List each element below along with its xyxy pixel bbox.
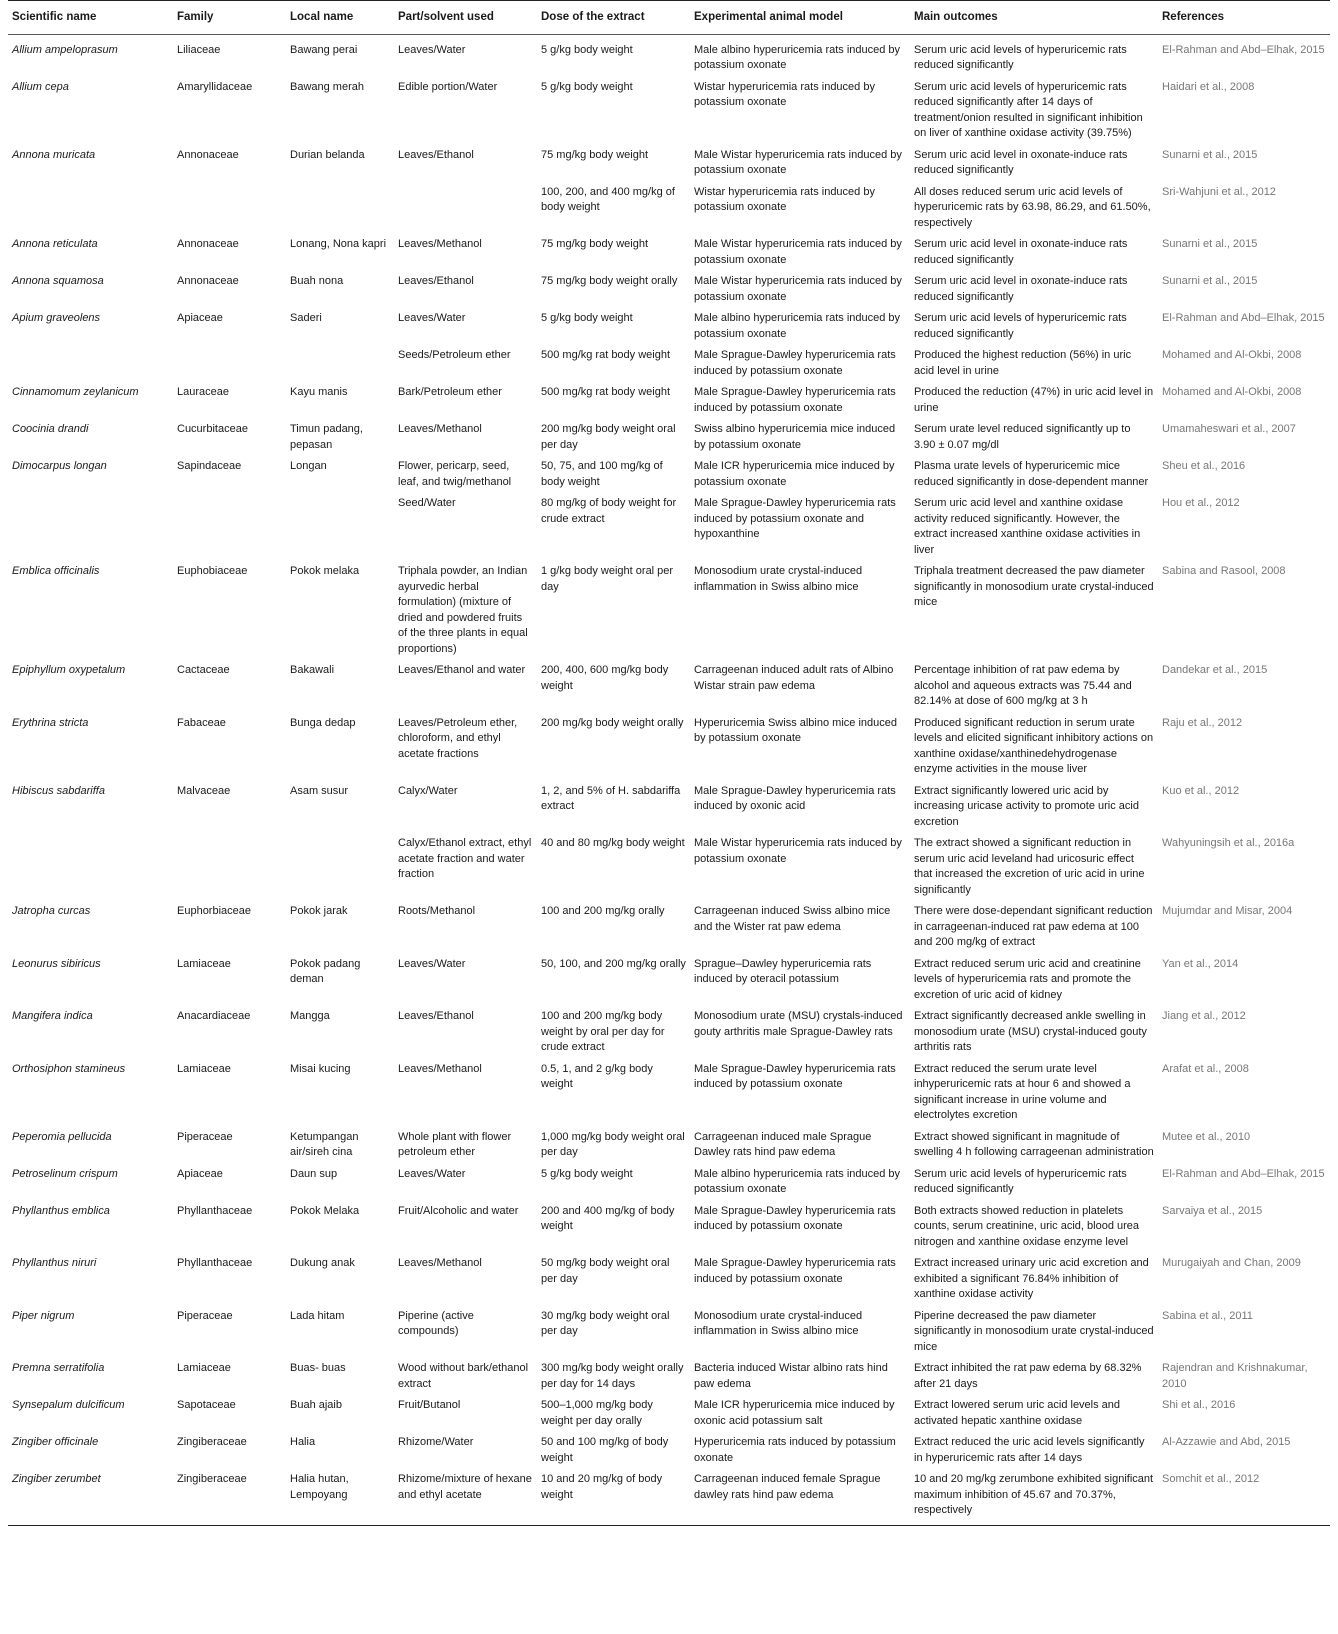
outcome-cell: Produced the highest reduction (56%) in uric acid level in urine [914, 349, 1132, 377]
outcome-cell: There were dose-dependant significant reduction in carrageenan-induced rat paw edema at 100 and 200 mg/kg of extract [914, 905, 1153, 948]
scientific-name-cell: Hibiscus sabdariffa [12, 784, 105, 797]
table-row [8, 1432, 1330, 1469]
animal-model-cell: Male albino hyperuricemia rats induced by potassium oxonate [694, 1167, 901, 1195]
reference-cell: Umamaheswari et al., 2007 [1162, 423, 1296, 435]
dose-cell: 0.5, 1, and 2 g/kg body weight [541, 1062, 653, 1090]
outcome-cell: Extract significantly lowered uric acid by increasing uricase activity to promote uric acid excretion [914, 784, 1139, 828]
part-solvent-cell: Fruit/Butanol [398, 1399, 461, 1411]
table-row [8, 1127, 1330, 1164]
outcome-cell: Serum uric acid level in oxonate-induce rats reduced significantly [914, 238, 1128, 266]
table-row [8, 345, 1330, 382]
family-cell: Lamiaceae [177, 1062, 231, 1075]
table-row [8, 271, 1330, 308]
reference-cell: El-Rahman and Abd–Elhak, 2015 [1162, 43, 1325, 56]
local-name-cell: Pokok Melaka [290, 1204, 360, 1217]
reference-cell: Mutee et al., 2010 [1162, 1130, 1251, 1143]
family-cell: Phyllanthaceae [177, 1257, 253, 1269]
header-animal-model: Experimental animal model [690, 1, 910, 35]
family-cell [173, 493, 286, 561]
table-row [8, 833, 1330, 901]
outcome-cell: Serum urate level reduced significantly up to 3.90 ± 0.07 mg/dl [914, 423, 1131, 451]
local-name-cell: Daun sup [290, 1167, 338, 1180]
part-solvent-cell: Bark/Petroleum ether [398, 386, 502, 398]
scientific-name-cell: Premna serratifolia [12, 1362, 105, 1374]
table-row [8, 234, 1330, 271]
reference-cell: Murugaiyah and Chan, 2009 [1162, 1257, 1301, 1269]
table-row [8, 1006, 1330, 1059]
outcome-cell: Produced significant reduction in serum urate levels and elicited significant inhibitory actions on xanthine oxidase/xanthinedehydrogenase enzyme activities in the mouse liver [914, 716, 1154, 775]
scientific-name-cell: Leonurus sibiricus [12, 957, 101, 970]
reference-cell: El-Rahman and Abd–Elhak, 2015 [1162, 312, 1325, 324]
animal-model-cell: Monosodium urate crystal-induced inflammation in Swiss albino mice [694, 1309, 863, 1337]
part-solvent-cell: Leaves/Ethanol [398, 148, 474, 161]
table-row [8, 308, 1330, 345]
reference-cell: Sabina and Rasool, 2008 [1162, 565, 1286, 577]
scientific-name-cell: Emblica officinalis [12, 565, 100, 577]
reference-cell: Sarvaiya et al., 2015 [1162, 1204, 1263, 1217]
table-row [8, 1059, 1330, 1127]
part-solvent-cell: Whole plant with flower petroleum ether [398, 1130, 512, 1158]
dose-cell: 1 g/kg body weight oral per day [541, 565, 674, 593]
dose-cell: 5 g/kg body weight [541, 43, 633, 56]
part-solvent-cell: Leaves/Methanol [398, 238, 482, 250]
outcome-cell: Extract increased urinary uric acid excretion and exhibited a significant 76.84% inhibition of xanthine oxidase activity [914, 1257, 1149, 1300]
family-cell [173, 833, 286, 901]
outcome-cell: Piperine decreased the paw diameter significantly in monosodium urate crystal-induced mice [914, 1309, 1154, 1353]
outcome-cell: Percentage inhibition of rat paw edema by alcohol and aqueous extracts was 75.44 and 82.14% at dose of 600 mg/kg at 3 h [914, 664, 1132, 707]
animal-model-cell: Male albino hyperuricemia rats induced by potassium oxonate [694, 43, 901, 71]
header-row [8, 1, 1330, 35]
animal-model-cell: Wistar hyperuricemia rats induced by potassium oxonate [694, 185, 875, 213]
family-cell: Apiaceae [177, 312, 223, 324]
local-name-cell: Halia [290, 1436, 316, 1448]
scientific-name-cell: Cinnamomum zeylanicum [12, 386, 139, 398]
header-references: References [1158, 1, 1330, 35]
table-row [8, 781, 1330, 834]
animal-model-cell: Male Sprague-Dawley hyperuricemia rats induced by potassium oxonate [694, 1257, 896, 1285]
dose-cell: 50, 75, and 100 mg/kg of body weight [541, 460, 663, 488]
scientific-name-cell: Synsepalum dulcificum [12, 1399, 125, 1411]
local-name-cell [286, 182, 394, 235]
local-name-cell: Saderi [290, 312, 322, 324]
scientific-name-cell: Mangifera indica [12, 1010, 93, 1022]
reference-cell: Mohamed and Al-Okbi, 2008 [1162, 349, 1302, 361]
header-local-name: Local name [286, 1, 394, 35]
animal-model-cell: Male albino hyperuricemia rats induced by potassium oxonate [694, 312, 901, 340]
dose-cell: 50, 100, and 200 mg/kg orally [541, 957, 686, 970]
table-row [8, 493, 1330, 561]
table-row [8, 660, 1330, 713]
scientific-name-cell: Petroselinum crispum [12, 1167, 118, 1180]
local-name-cell: Mangga [290, 1010, 330, 1022]
table-row [8, 713, 1330, 781]
part-solvent-cell: Wood without bark/ethanol extract [398, 1362, 529, 1390]
header-part-solvent: Part/solvent used [394, 1, 537, 35]
dose-cell: 1, 2, and 5% of H. sabdariffa extract [541, 784, 681, 812]
dose-cell: 75 mg/kg body weight orally [541, 275, 678, 287]
part-solvent-cell: Calyx/Water [398, 784, 458, 797]
table-row [8, 901, 1330, 954]
outcome-cell: Extract inhibited the rat paw edema by 68.32% after 21 days [914, 1362, 1142, 1390]
scientific-name-cell [8, 182, 173, 235]
header-main-outcomes: Main outcomes [910, 1, 1158, 35]
table-row [8, 419, 1330, 456]
reference-cell: Hou et al., 2012 [1162, 497, 1240, 509]
reference-cell: Wahyuningsih et al., 2016a [1162, 837, 1295, 849]
local-name-cell: Buah nona [290, 275, 344, 287]
scientific-name-cell: Epiphyllum oxypetalum [12, 664, 126, 676]
animal-model-cell: Male Sprague-Dawley hyperuricemia rats induced by potassium oxonate [694, 349, 896, 377]
outcome-cell: Serum uric acid levels of hyperuricemic rats reduced significantly [914, 312, 1127, 340]
reference-cell: Sunarni et al., 2015 [1162, 148, 1258, 161]
scientific-name-cell [8, 345, 173, 382]
scientific-name-cell: Phyllanthus emblica [12, 1204, 110, 1217]
scientific-name-cell: Phyllanthus niruri [12, 1257, 97, 1269]
dose-cell: 100 and 200 mg/kg body weight by oral per day for crude extract [541, 1010, 665, 1053]
dose-cell: 300 mg/kg body weight orally per day for 14 days [541, 1362, 684, 1390]
dose-cell: 5 g/kg body weight [541, 312, 633, 324]
table-row [8, 182, 1330, 235]
outcome-cell: Extract reduced the uric acid levels significantly in hyperuricemic rats after 14 days [914, 1436, 1145, 1464]
scientific-name-cell [8, 833, 173, 901]
local-name-cell [286, 345, 394, 382]
part-solvent-cell: Leaves/Water [398, 43, 466, 56]
dose-cell: 1,000 mg/kg body weight oral per day [541, 1130, 685, 1158]
family-cell: Annonaceae [177, 148, 239, 161]
dose-cell: 40 and 80 mg/kg body weight [541, 837, 685, 849]
table-row [8, 1358, 1330, 1395]
local-name-cell [286, 493, 394, 561]
outcome-cell: Extract reduced serum uric acid and creatinine levels of hyperuricemia rats and promote the excretion of uric acid of kidney [914, 957, 1141, 1001]
family-cell: Amaryllidaceae [177, 80, 253, 93]
reference-cell: Sri-Wahjuni et al., 2012 [1162, 185, 1276, 198]
dose-cell: 200 and 400 mg/kg of body weight [541, 1204, 675, 1232]
part-solvent-cell: Leaves/Water [398, 1167, 466, 1180]
local-name-cell: Halia hutan, Lempoyang [286, 1469, 394, 1525]
local-name-cell: Bunga dedap [290, 716, 356, 729]
reference-cell: Sunarni et al., 2015 [1162, 275, 1258, 287]
outcome-cell: The extract showed a significant reduction in serum uric acid leveland had uricosuric effect that increased the excretion of uric acid in urine significantly [914, 837, 1145, 896]
outcome-cell: Serum uric acid level and xanthine oxidase activity reduced significantly. However, the extract increased xanthine oxidase activities in liver [914, 497, 1141, 556]
table-row [8, 77, 1330, 145]
family-cell: Lauraceae [177, 386, 229, 398]
table-row [8, 1201, 1330, 1254]
animal-model-cell: Carrageenan induced male Sprague Dawley rats hind paw edema [694, 1130, 872, 1158]
reference-cell: Rajendran and Krishnakumar, 2010 [1162, 1362, 1308, 1390]
reference-cell: Sabina et al., 2011 [1162, 1309, 1253, 1322]
dose-cell: 10 and 20 mg/kg of body weight [537, 1469, 690, 1525]
family-cell: Annonaceae [177, 275, 239, 287]
dose-cell: 75 mg/kg body weight [541, 148, 649, 161]
table-row [8, 382, 1330, 419]
animal-model-cell: Male Wistar hyperuricemia rats induced by potassium oxonate [694, 275, 902, 303]
scientific-name-cell: Zingiber officinale [12, 1436, 99, 1448]
outcome-cell: Triphala treatment decreased the paw diameter significantly in monosodium urate crystal-induced mice [914, 565, 1154, 608]
family-cell: Sapindaceae [177, 460, 242, 472]
dose-cell: 500–1,000 mg/kg body weight per day orally [541, 1399, 653, 1427]
outcome-cell: Extract lowered serum uric acid levels and activated hepatic xanthine oxidase [914, 1399, 1121, 1427]
local-name-cell: Lada hitam [290, 1309, 345, 1322]
part-solvent-cell: Leaves/Methanol [398, 1257, 482, 1269]
outcome-cell: Both extracts showed reduction in platelets counts, serum creatinine, uric acid, blood urea nitrogen and xanthine oxidase enzyme level [914, 1204, 1140, 1248]
reference-cell: Somchit et al., 2012 [1158, 1469, 1330, 1525]
animal-model-cell: Carrageenan induced adult rats of Albino Wistar strain paw edema [694, 664, 894, 692]
family-cell: Piperaceae [177, 1309, 233, 1322]
animal-model-cell: Male Wistar hyperuricemia rats induced by potassium oxonate [694, 148, 902, 176]
part-solvent-cell: Leaves/Ethanol [398, 275, 474, 287]
local-name-cell: Buas- buas [290, 1362, 346, 1374]
dose-cell: 500 mg/kg rat body weight [541, 349, 671, 361]
family-cell: Zingiberaceae [177, 1436, 247, 1448]
family-cell: Sapotaceae [177, 1399, 236, 1411]
animal-model-cell: Carrageenan induced Swiss albino mice and the Wister rat paw edema [694, 905, 891, 933]
outcome-cell: Serum uric acid levels of hyperuricemic rats reduced significantly [914, 1167, 1127, 1195]
local-name-cell: Bakawali [290, 664, 335, 676]
animal-model-cell: Male Sprague-Dawley hyperuricemia rats induced by potassium oxonate and hypoxanthine [694, 497, 896, 540]
animal-model-cell: Swiss albino hyperuricemia mice induced by potassium oxonate [694, 423, 896, 451]
family-cell: Cactaceae [177, 664, 230, 676]
scientific-name-cell: Peperomia pellucida [12, 1130, 112, 1143]
family-cell: Fabaceae [177, 716, 226, 729]
reference-cell: Al-Azzawie and Abd, 2015 [1162, 1436, 1291, 1448]
local-name-cell: Longan [290, 460, 327, 472]
local-name-cell: Bawang perai [290, 43, 358, 56]
reference-cell: Haidari et al., 2008 [1162, 80, 1255, 93]
table-body [8, 34, 1330, 1525]
dose-cell: 50 and 100 mg/kg of body weight [541, 1436, 669, 1464]
animal-model-cell: Bacteria induced Wistar albino rats hind paw edema [694, 1362, 888, 1390]
outcome-cell: Extract significantly decreased ankle swelling in monosodium urate (MSU) crystal-induced gouty arthritis rats [914, 1010, 1147, 1053]
local-name-cell: Ketumpangan air/sireh cina [290, 1130, 359, 1158]
family-cell [173, 182, 286, 235]
dose-cell: 30 mg/kg body weight oral per day [541, 1309, 670, 1337]
scientific-name-cell: Annona squamosa [12, 275, 104, 287]
dose-cell: 5 g/kg body weight [541, 80, 633, 93]
animal-model-cell: Male Sprague-Dawley hyperuricemia rats induced by potassium oxonate [694, 1062, 896, 1090]
part-solvent-cell: Rhizome/Water [398, 1436, 474, 1448]
outcome-cell: All doses reduced serum uric acid levels of hyperuricemic rats by 63.98, 86.29, and 61.50%, respectively [914, 185, 1151, 229]
family-cell: Liliaceae [177, 43, 221, 56]
part-solvent-cell: Rhizome/mixture of hexane and ethyl acetate [394, 1469, 537, 1525]
table-row [8, 34, 1330, 77]
animal-model-cell: Hyperuricemia Swiss albino mice induced by potassium oxonate [694, 716, 897, 744]
scientific-name-cell: Annona muricata [12, 148, 96, 161]
dose-cell: 100 and 200 mg/kg orally [541, 905, 665, 917]
local-name-cell: Kayu manis [290, 386, 348, 398]
header-scientific-name: Scientific name [8, 1, 173, 35]
animal-model-cell: Male Wistar hyperuricemia rats induced by potassium oxonate [694, 837, 902, 865]
family-cell [173, 345, 286, 382]
family-cell: Annonaceae [177, 238, 239, 250]
scientific-name-cell: Piper nigrum [12, 1309, 75, 1322]
outcome-cell: Serum uric acid level in oxonate-induce rats reduced significantly [914, 275, 1128, 303]
animal-model-cell: Male Sprague-Dawley hyperuricemia rats induced by oxonic acid [694, 784, 896, 812]
table-row [8, 1164, 1330, 1201]
animal-model-cell: Hyperuricemia rats induced by potassium oxonate [694, 1436, 896, 1464]
outcome-cell: Plasma urate levels of hyperuricemic mice reduced significantly in dose-dependent manner [914, 460, 1149, 488]
animal-model-cell: Monosodium urate (MSU) crystals-induced gouty arthritis male Sprague-Dawley rats [694, 1010, 903, 1038]
table-row [8, 1395, 1330, 1432]
scientific-name-cell: Zingiber zerumbet [8, 1469, 173, 1525]
scientific-name-cell [8, 493, 173, 561]
dose-cell: 75 mg/kg body weight [541, 238, 649, 250]
scientific-name-cell: Annona reticulata [12, 238, 98, 250]
local-name-cell: Lonang, Nona kapri [290, 238, 387, 250]
family-cell: Apiaceae [177, 1167, 223, 1180]
part-solvent-cell: Leaves/Water [398, 312, 466, 324]
local-name-cell: Timun padang, pepasan [290, 423, 363, 451]
table-row [8, 145, 1330, 182]
dose-cell: 100, 200, and 400 mg/kg of body weight [541, 185, 675, 213]
table-row [8, 954, 1330, 1007]
scientific-name-cell: Dimocarpus longan [12, 460, 107, 472]
reference-cell: Arafat et al., 2008 [1162, 1062, 1249, 1075]
local-name-cell: Buah ajaib [290, 1399, 342, 1411]
animal-model-cell: Male ICR hyperuricemia mice induced by potassium oxonate [694, 460, 895, 488]
reference-cell: Dandekar et al., 2015 [1162, 664, 1268, 676]
part-solvent-cell: Seed/Water [398, 497, 456, 509]
scientific-name-cell: Allium cepa [12, 80, 69, 93]
outcome-cell: Serum uric acid levels of hyperuricemic rats reduced significantly after 14 days of treatment/onion resulted in significant inhibition on liver of xanthine oxidase activity (39.75%) [914, 80, 1143, 139]
outcome-cell: Produced the reduction (47%) in uric acid level in urine [914, 386, 1154, 414]
scientific-name-cell: Jatropha curcas [12, 905, 91, 917]
scientific-name-cell: Coocinia drandi [12, 423, 89, 435]
outcome-cell: Extract showed significant in magnitude of swelling 4 h following carrageenan administration [914, 1130, 1154, 1158]
part-solvent-cell: Calyx/Ethanol extract, ethyl acetate fraction and water fraction [398, 837, 532, 880]
part-solvent-cell: Leaves/Water [398, 957, 466, 970]
part-solvent-cell: Fruit/Alcoholic and water [398, 1204, 519, 1217]
part-solvent-cell: Leaves/Ethanol and water [398, 664, 526, 676]
part-solvent-cell: Leaves/Methanol [398, 1062, 482, 1075]
dose-cell: 200, 400, 600 mg/kg body weight [541, 664, 669, 692]
reference-cell: Yan et al., 2014 [1162, 957, 1239, 970]
plant-extract-table [8, 0, 1330, 1526]
scientific-name-cell: Allium ampeloprasum [12, 43, 118, 56]
part-solvent-cell: Seeds/Petroleum ether [398, 349, 511, 361]
part-solvent-cell: Flower, pericarp, seed, leaf, and twig/methanol [398, 460, 512, 488]
part-solvent-cell: Piperine (active compounds) [398, 1309, 474, 1337]
dose-cell: 80 mg/kg of body weight for crude extract [541, 497, 677, 525]
table-row [8, 1469, 1330, 1525]
family-cell: Piperaceae [177, 1130, 233, 1143]
dose-cell: 50 mg/kg body weight oral per day [541, 1257, 670, 1285]
dose-cell: 200 mg/kg body weight oral per day [541, 423, 676, 451]
dose-cell: 5 g/kg body weight [541, 1167, 633, 1180]
part-solvent-cell: Leaves/Methanol [398, 423, 482, 435]
local-name-cell: Asam susur [290, 784, 349, 797]
animal-model-cell: Male ICR hyperuricemia mice induced by oxonic acid potassium salt [694, 1399, 895, 1427]
local-name-cell: Pokok jarak [290, 905, 348, 917]
local-name-cell: Misai kucing [290, 1062, 351, 1075]
local-name-cell: Dukung anak [290, 1257, 355, 1269]
family-cell: Euphorbiaceae [177, 905, 252, 917]
animal-model-cell: Male Sprague-Dawley hyperuricemia rats induced by potassium oxonate [694, 386, 896, 414]
table-header [8, 1, 1330, 35]
header-dose: Dose of the extract [537, 1, 690, 35]
local-name-cell: Pokok padang deman [290, 957, 361, 985]
table-row [8, 456, 1330, 493]
part-solvent-cell: Edible portion/Water [398, 80, 498, 93]
reference-cell: Jiang et al., 2012 [1162, 1010, 1246, 1022]
family-cell: Anacardiaceae [177, 1010, 251, 1022]
animal-model-cell: Male Wistar hyperuricemia rats induced by potassium oxonate [694, 238, 902, 266]
scientific-name-cell: Erythrina stricta [12, 716, 89, 729]
dose-cell: 200 mg/kg body weight orally [541, 716, 684, 729]
dose-cell: 500 mg/kg rat body weight [541, 386, 671, 398]
part-solvent-cell [394, 182, 537, 235]
animal-model-cell: Wistar hyperuricemia rats induced by potassium oxonate [694, 80, 875, 108]
family-cell: Zingiberaceae [173, 1469, 286, 1525]
table-row [8, 561, 1330, 660]
family-cell: Malvaceae [177, 784, 231, 797]
animal-model-cell: Carrageenan induced female Sprague dawley rats hind paw edema [690, 1469, 910, 1525]
family-cell: Lamiaceae [177, 1362, 231, 1374]
family-cell: Euphobiaceae [177, 565, 248, 577]
part-solvent-cell: Roots/Methanol [398, 905, 476, 917]
local-name-cell [286, 833, 394, 901]
scientific-name-cell: Orthosiphon stamineus [12, 1062, 126, 1075]
outcome-cell: 10 and 20 mg/kg zerumbone exhibited significant maximum inhibition of 45.67 and 70.37%, respectively [910, 1469, 1158, 1525]
reference-cell: El-Rahman and Abd–Elhak, 2015 [1162, 1167, 1325, 1180]
reference-cell: Kuo et al., 2012 [1162, 784, 1240, 797]
reference-cell: Sheu et al., 2016 [1162, 460, 1246, 472]
table-row [8, 1306, 1330, 1359]
reference-cell: Shi et al., 2016 [1162, 1399, 1236, 1411]
part-solvent-cell: Triphala powder, an Indian ayurvedic herbal formulation) (mixture of dried and powdered fruits of the three plants in equal proportions) [398, 565, 528, 655]
header-family: Family [173, 1, 286, 35]
reference-cell: Raju et al., 2012 [1162, 716, 1243, 729]
outcome-cell: Extract reduced the serum urate level inhyperuricemic rats at hour 6 and showed a significant increase in urine volume and electrolytes excretion [914, 1062, 1131, 1121]
animal-model-cell: Male Sprague-Dawley hyperuricemia rats induced by potassium oxonate [694, 1204, 896, 1232]
local-name-cell: Pokok melaka [290, 565, 360, 577]
part-solvent-cell: Leaves/Ethanol [398, 1010, 474, 1022]
reference-cell: Sunarni et al., 2015 [1162, 238, 1258, 250]
animal-model-cell: Sprague–Dawley hyperuricemia rats induced by oteracil potassium [694, 957, 872, 985]
outcome-cell: Serum uric acid levels of hyperuricemic rats reduced significantly [914, 43, 1127, 71]
outcome-cell: Serum uric acid level in oxonate-induce rats reduced significantly [914, 148, 1128, 176]
reference-cell: Mohamed and Al-Okbi, 2008 [1162, 386, 1302, 398]
local-name-cell: Bawang merah [290, 80, 364, 93]
table-row [8, 1253, 1330, 1306]
family-cell: Cucurbitaceae [177, 423, 248, 435]
local-name-cell: Durian belanda [290, 148, 365, 161]
family-cell: Lamiaceae [177, 957, 231, 970]
part-solvent-cell: Leaves/Petroleum ether, chloroform, and ethyl acetate fractions [398, 716, 518, 760]
scientific-name-cell: Apium graveolens [12, 312, 101, 324]
family-cell: Phyllanthaceae [177, 1204, 253, 1217]
reference-cell: Mujumdar and Misar, 2004 [1162, 905, 1293, 917]
animal-model-cell: Monosodium urate crystal-induced inflammation in Swiss albino mice [694, 565, 863, 593]
